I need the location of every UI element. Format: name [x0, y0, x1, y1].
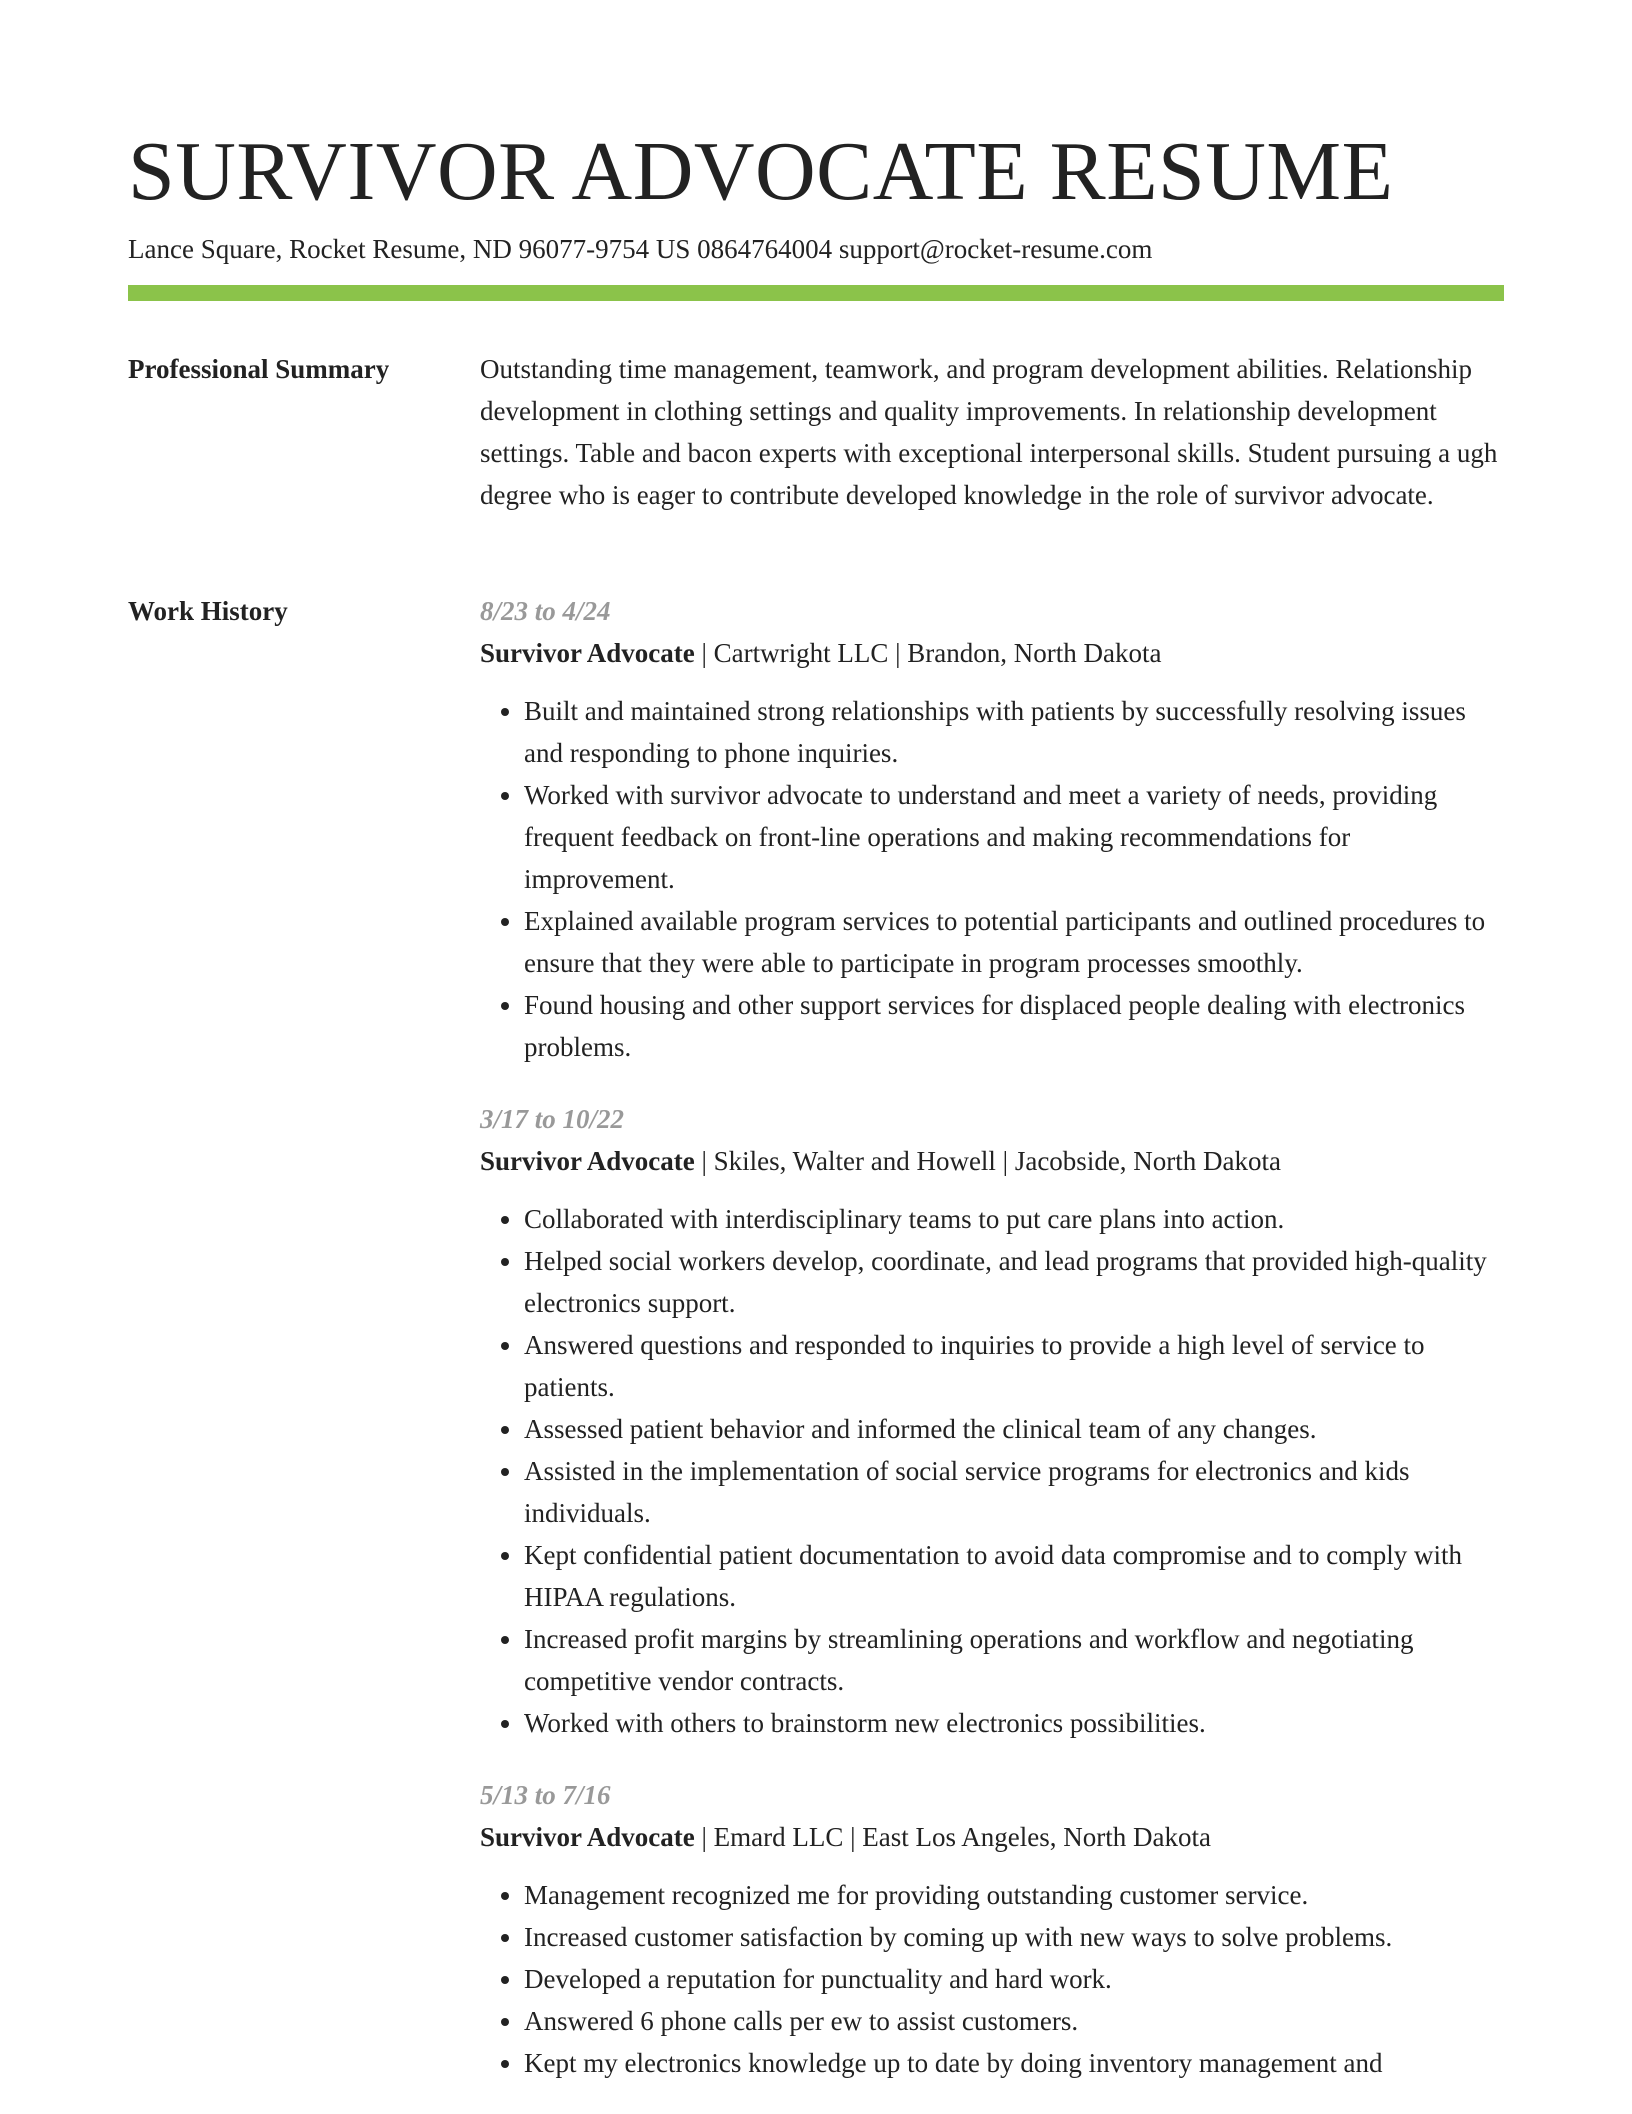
job-bullet-item: • Answered questions and responded to inquiries to provide a high level of service to patients.	[524, 1324, 1504, 1408]
resume-title: SURVIVOR ADVOCATE RESUME	[128, 125, 1394, 218]
job-bullet-item: • Kept confidential patient documentation to avoid data compromise and to comply with HIPAA regulations.	[524, 1534, 1504, 1618]
job-bullet-item: • Found housing and other support services for displaced people dealing with electronics problems.	[524, 984, 1504, 1068]
job-company-location: | Skiles, Walter and Howell | Jacobside, North Dakota	[694, 1146, 1282, 1176]
job-bullet-item: • Assisted in the implementation of social service programs for electronics and kids individuals.	[524, 1450, 1504, 1534]
job-bullet-item: • Explained available program services to potential participants and outlined procedures to ensure that they were able to participate in program processes smoothly.	[524, 900, 1504, 984]
job-bullet-item: • Answered 6 phone calls per ew to assist customers.	[524, 2000, 1504, 2042]
job-dates: 5/13 to 7/16	[480, 1780, 611, 1810]
contact-line: Lance Square, Rocket Resume, ND 96077-9754 US 0864764004 support@rocket-resume.com	[128, 234, 1153, 264]
job-bullet-item: • Worked with others to brainstorm new electronics possibilities.	[524, 1702, 1504, 1744]
job-bullet-list	[480, 690, 1504, 1068]
job-title: Survivor Advocate	[480, 1146, 695, 1176]
job-bullet-item: • Assessed patient behavior and informed the clinical team of any changes.	[524, 1408, 1504, 1450]
job-bullet-list	[480, 1874, 1504, 2084]
job-title-line	[480, 1816, 1504, 1858]
job-company-location: | Cartwright LLC | Brandon, North Dakota	[694, 638, 1162, 668]
job-bullet-item: • Increased customer satisfaction by coming up with new ways to solve problems.	[524, 1916, 1504, 1958]
job-title: Survivor Advocate	[480, 638, 695, 668]
accent-divider	[128, 285, 1504, 301]
job-bullet-list	[480, 1198, 1504, 1744]
job-bullet-item: • Management recognized me for providing outstanding customer service.	[524, 1874, 1504, 1916]
work-history-body	[480, 590, 1504, 2114]
work-history-heading: Work History	[128, 596, 288, 626]
job-entry	[480, 1098, 1504, 1744]
summary-body	[480, 348, 1504, 516]
job-bullet-item: • Collaborated with interdisciplinary teams to put care plans into action.	[524, 1198, 1504, 1240]
job-bullet-item: • Kept my electronics knowledge up to date by doing inventory management and	[524, 2042, 1504, 2084]
job-title: Survivor Advocate	[480, 1822, 695, 1852]
job-bullet-item: • Built and maintained strong relationships with patients by successfully resolving issues and responding to phone inquiries.	[524, 690, 1504, 774]
job-entry	[480, 590, 1504, 1068]
job-bullet-item: • Helped social workers develop, coordinate, and lead programs that provided high-quality electronics support.	[524, 1240, 1504, 1324]
job-dates: 8/23 to 4/24	[480, 596, 611, 626]
job-title-line	[480, 1140, 1504, 1182]
job-bullet-item: • Worked with survivor advocate to understand and meet a variety of needs, providing frequent feedback on front-line operations and making recommendations for improvement.	[524, 774, 1504, 900]
job-entry	[480, 1774, 1504, 2084]
summary-heading: Professional Summary	[128, 354, 390, 384]
summary-text: Outstanding time management, teamwork, and program development abilities. Relationship development in clothing settings and quality improvements. In relationship development settings. Table and bacon experts with exceptional interpersonal skills. Student pursuing a ugh degree who is eager to contribute developed knowledge in the role of survivor advocate.	[480, 354, 1498, 510]
job-bullet-item: • Increased profit margins by streamlining operations and workflow and negotiating competitive vendor contracts.	[524, 1618, 1504, 1702]
job-company-location: | Emard LLC | East Los Angeles, North Dakota	[694, 1822, 1211, 1852]
job-dates: 3/17 to 10/22	[480, 1104, 625, 1134]
job-title-line	[480, 632, 1504, 674]
job-bullet-item: • Developed a reputation for punctuality and hard work.	[524, 1958, 1504, 2000]
